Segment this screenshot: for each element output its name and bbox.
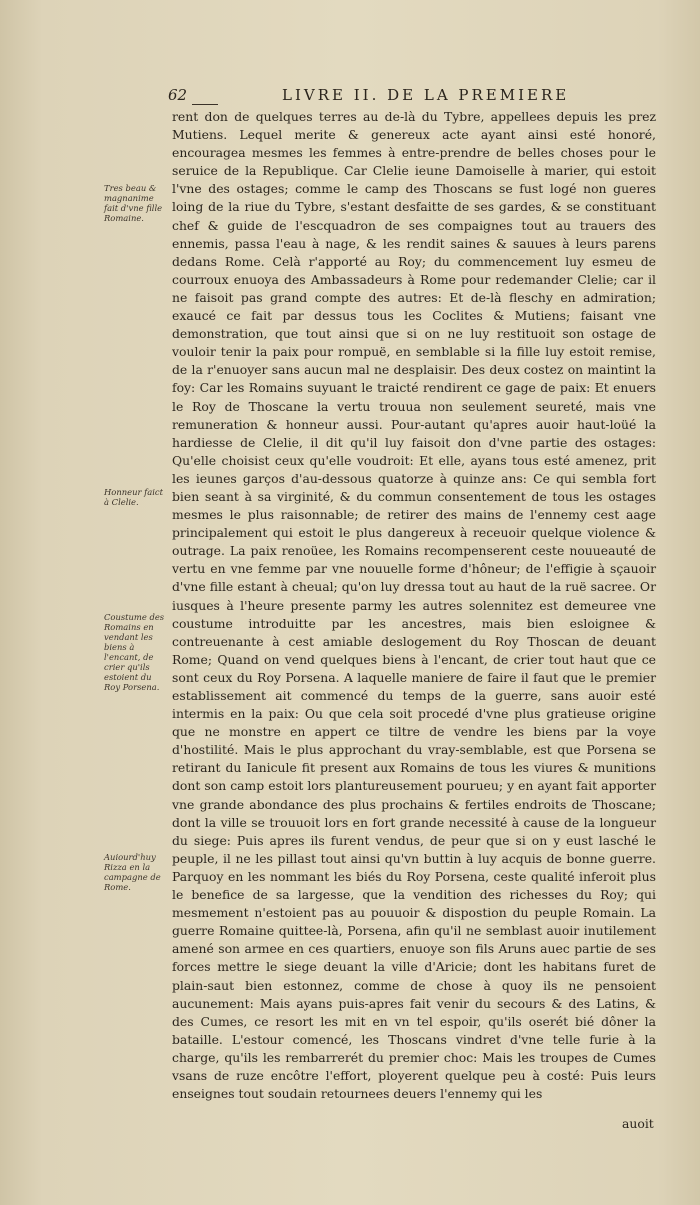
margin-note-honor: Honneur faict à Clelie. [104, 487, 163, 507]
margin-note-rizza: Auiourd'huy Rizza en la campagne de Rome. [104, 852, 161, 892]
header-rule [192, 104, 218, 105]
running-head: LIVRE II. DE LA PREMIERE [282, 86, 570, 104]
folio-number: 62 [168, 86, 188, 104]
margin-note-clelie-feat: Tres beau & magnanime fait d'vne fille Romaine. [104, 183, 163, 223]
main-text-block [172, 108, 656, 1103]
catchword: auoit [622, 1116, 654, 1131]
body-paragraph: rent don de quelques terres au de-là du Tybre, appellees depuis les prez Mutiens. Lequel merite & genereux acte ayant ainsi esté honoré, encouragea mesmes les femmes à entre-prendre de belles choses pour le seruice de la Republique. Car Clelie ieune Damoiselle à marier, qui estoit l'vne des ostages; comme le camp des Thoscans se fust logé non gueres loing de la riue du Tybre, s'estant desfaitte de ses gardes, & se constituant chef & guide de l'escquadron de ses compaignes tout au trauers des ennemis, passa l'eau à nage, & les rendit saines & sauues à leurs parens dedans Rome. Celà r'apporté au Roy; du commencement luy esmeu de courroux enuoya des Ambassadeurs à Rome pour redemander Clelie; car il ne faisoit pas grand compte des autres: Et de-là fleschy en admiration; exaucé ce fait par dessus tous les Coclites & Mutiens; faisant vne demonstration, que tout ainsi que si on ne luy restituoit son ostage de vouloir tenir la paix pour rompuë, en semblable si la fille luy estoit remise, de la r'enuoyer sans aucun mal ne desplaisir. Des deux costez on maintint la foy: Car les Romains suyuant le traicté rendirent ce gage de paix: Et enuers le Roy de Thoscane la vertu trouua non seulement seureté, mais vne remuneration & honneur aussi. Pour-autant qu'apres auoir haut-loüé la hardiesse de Clelie, il dit qu'il luy faisoit don d'vne partie des ostages: Qu'elle choisist ceux qu'elle voudroit: Et elle, ayans tous esté amenez, prit les ieunes garços d'au-dessous quatorze à quinze ans: Ce qui sembla fort bien seant à sa virginité, & du commun consentement de tous les ostages mesmes le plus raisonnable; de retirer des mains de l'ennemy cest aage principalement qui estoit le plus dangereux à receuoir quelque violence & outrage. La paix renoüee, les Romains recompenserent ceste nouueauté de vertu en vne femme par vne nouuelle forme d'hôneur; de l'effigie à sçauoir d'vne fille estant à cheual; qu'on luy dressa tout au haut de la ruë sacree. Or iusques à l'heure presente parmy les autres solennitez est demeuree vne coustume introduitte par les ancestres, mais bien esloignee & contreuenante à cest amiable deslogement du Roy Thoscan de deuant Rome; Quand on vend quelques biens à l'encant, de crier tout haut que ce sont ceux du Roy Porsena. A laquelle maniere de faire il faut que le premier establissement ait commencé du temps de la guerre, sans auoir esté intermis en la paix: Ou que cela soit procedé d'vne plus gratieuse origine que ne monstre en appert ce tiltre de vendre les biens par la voye d'hostilité. Mais le plus approchant du vray-semblable, est que Porsena se retirant du Ianicule fit present aux Romains de tous les viures & munitions dont son camp estoit lors plantureusement pourueu; y en ayant fait apporter vne grande abondance des plus prochains & fertiles endroits de Thoscane; dont la ville se trouuoit lors en fort grande necessité à cause de la longueur du siege: Puis apres ils furent vendus, de peur que si on y eust lasché le peuple, il ne les pillast tout ainsi qu'vn buttin à luy acquis de bonne guerre. Parquoy en les nommant les biés du Roy Porsena, ceste qualité inferoit plus le benefice de sa largesse, que la vendition des richesses du Roy; qui mesmement n'estoient pas au pouuoir & dispostion du peuple Romain. La guerre Romaine quittee-là, Porsena, afin qu'il ne semblast auoir inutilement amené son armee en ces quartiers, enuoye son fils Aruns auec partie de ses forces mettre le siege deuant la ville d'Aricie; dont les habitans furet de plain-saut bien estonnez, comme de chose à quoy ils ne pensoient aucunement: Mais ayans puis-apres fait venir du secours & des Latins, & des Cumes, ce resort les mit en vn tel espoir, qu'ils oserét bié dôner la bataille. L'estour comencé, les Thoscans vindret d'vne telle furie à la charge, qu'ils les rembarrerét du premier choc: Mais les troupes de Cumes vsans de ruze encôtre l'effort, ployerent quelque peu à costé: Puis leurs enseignes tout soudain retournees deuers l'ennemy qui les [172, 109, 656, 1102]
page-header [168, 86, 658, 108]
margin-note-custom: Coustume des Romains en vendant les biens à l'encant, de crier qu'ils estoient du Roy Porsena. [104, 612, 165, 692]
